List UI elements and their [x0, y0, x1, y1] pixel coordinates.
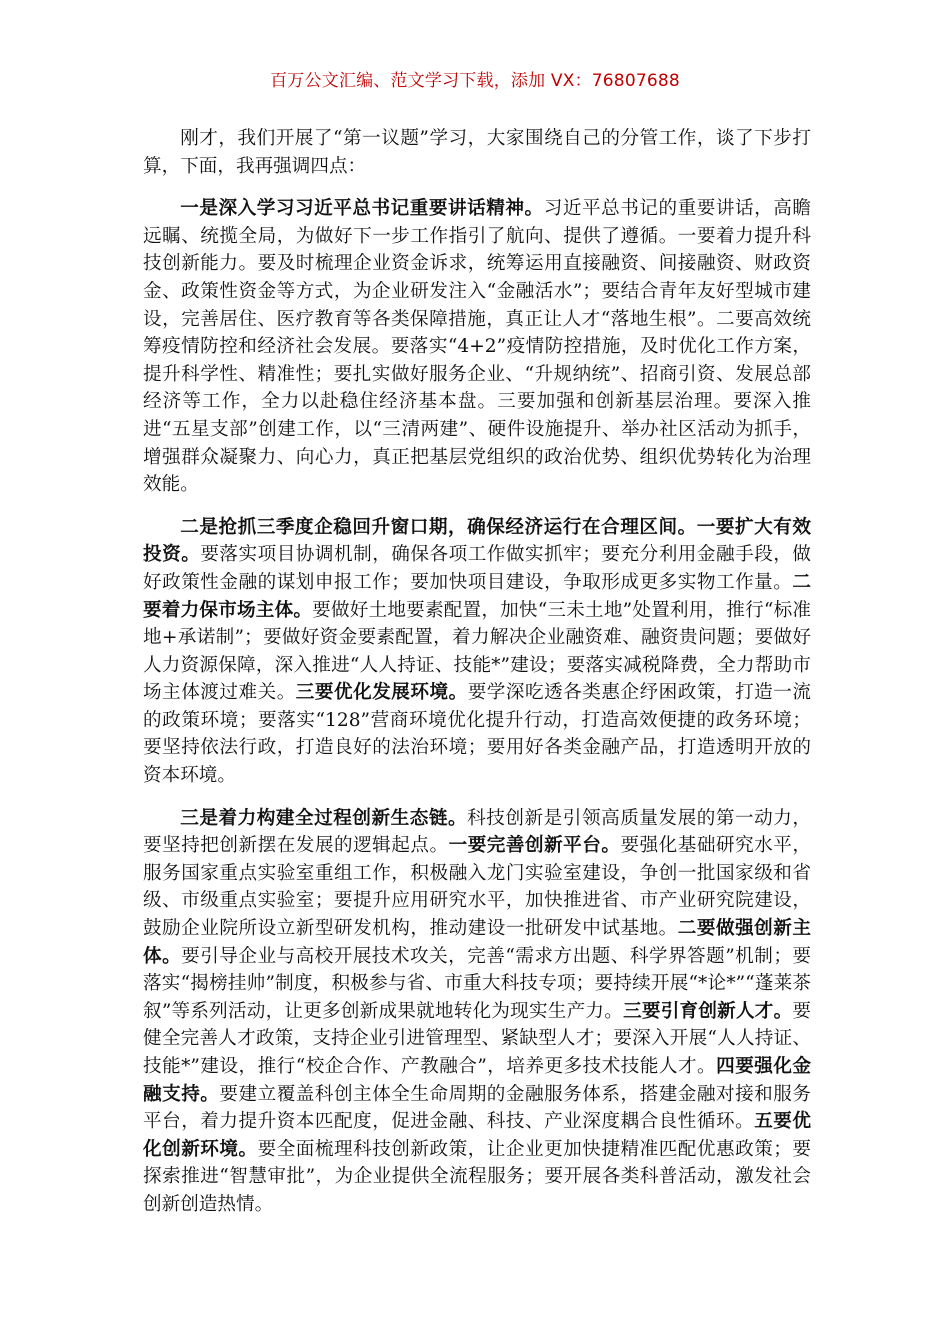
bold-heading-run: 三要引育创新人才。	[623, 1000, 793, 1022]
bold-heading-run: 二要做强创新主体。	[143, 918, 811, 967]
text-run: 要落实项目协调机制，确保各项工作做实抓牢；要充分利用金融手段，做好政策性金融的谋划申报工作；要加快项目建设，争取形成更多实物工作量。	[143, 544, 811, 593]
text-run: 要做好土地要素配置，加快“三未土地”处置利用，推行“标准地+承诺制”；要做好资金要素配置，着力解决企业融资难、融资贵问题；要做好人力资源保障，深入推进“人人持证、技能*”建设；要落实减税降费，全力帮助市场主体渡过难关。	[143, 599, 811, 704]
paragraph	[143, 125, 811, 180]
text-run: 要强化基础研究水平，服务国家重点实验室重组工作，积极融入龙门实验室建设，争创一批国家级和省级、市级重点实验室；要提升应用研究水平，加快推进省、市产业研究院建设，鼓励企业院所设立新型研发机构，推动建设一批研发中试基地。	[143, 835, 811, 940]
paragraph	[143, 805, 811, 1219]
text-run: 要健全完善人才政策，支持企业引进管理型、紧缺型人才；要深入开展“人人持证、技能*”建设，推行“校企合作、产教融合”，培养更多技术技能人才。	[143, 1000, 811, 1077]
bold-heading-run: 二是抢抓三季度企稳回升窗口期，确保经济运行在合理区间。一要扩大有效投资。	[143, 516, 811, 566]
bold-heading-run: 三要优化发展环境。	[295, 682, 468, 704]
text-run: 科技创新是引领高质量发展的第一动力，要坚持把创新摆在发展的逻辑起点。	[143, 807, 811, 857]
bold-heading-run: 四要强化金融支持。	[143, 1056, 811, 1105]
text-run: 刚才，我们开展了“第一议题”学习，大家围绕自己的分管工作，谈了下步打算，下面，我再强调四点：	[143, 128, 811, 177]
text-run: 要学深吃透各类惠企纾困政策，打造一流的政策环境；要落实“128”营商环境优化提升行动，打造高效便捷的政务环境；要坚持依法行政，打造良好的法治环境；要用好各类金融产品，打造透明开放的资本环境。	[143, 682, 811, 787]
watermark-header: 百万公文汇编、范文学习下载，添加 VX：76807688	[270, 71, 680, 91]
paragraph	[143, 195, 811, 499]
text-run: 习近平总书记的重要讲话，高瞻远瞩、统揽全局，为做好下一步工作指引了航向、提供了遵循。一要着力提升科技创新能力。要及时梳理企业资金诉求，统筹运用直接融资、间接融资、财政资金、政策性资金等方式，为企业研发注入“金融活水”；要结合青年友好型城市建设，完善居住、医疗教育等各类保障措施，真正让人才“落地生根”。二要高效统筹疫情防控和经济社会发展。要落实“4+2”疫情防控措施，及时优化工作方案，提升科学性、精准性；要扎实做好服务企业、“升规纳统”、招商引资、发展总部经济等工作，全力以赴稳住经济基本盘。三要加强和创新基层治理。要深入推进“五星支部”创建工作，以“三清两建”、硬件设施提升、举办社区活动为抓手，增强群众凝聚力、向心力，真正把基层党组织的政治优势、组织优势转化为治理效能。	[143, 198, 811, 496]
paragraph	[143, 514, 811, 790]
text-run: 要引导企业与高校开展技术攻关，完善“需求方出题、科学界答题”机制；要落实“揭榜挂帅”制度，积极参与省、市重大科技专项；要持续开展“*论*”“蓬莱茶叙”等系列活动，让更多创新成果就地转化为现实生产力。	[143, 945, 811, 1022]
bold-heading-run: 三是着力构建全过程创新生态链。	[180, 807, 468, 829]
bold-heading-run: 二要着力保市场主体。	[143, 571, 811, 621]
text-run: 要建立覆盖科创主体全生命周期的金融服务体系，搭建金融对接和服务平台，着力提升资本匹配度，促进金融、科技、产业深度耦合良性循环。	[143, 1083, 811, 1133]
bold-heading-run: 一要完善创新平台。	[448, 835, 621, 857]
text-run: 要全面梳理科技创新政策，让企业更加快捷精准匹配优惠政策；要探索推进“智慧审批”，为企业提供全流程服务；要开展各类科普活动，激发社会创新创造热情。	[143, 1138, 811, 1215]
bold-heading-run: 五要优化创新环境。	[143, 1111, 811, 1160]
document-body	[143, 125, 811, 1234]
bold-heading-run: 一是深入学习习近平总书记重要讲话精神。	[180, 198, 544, 220]
